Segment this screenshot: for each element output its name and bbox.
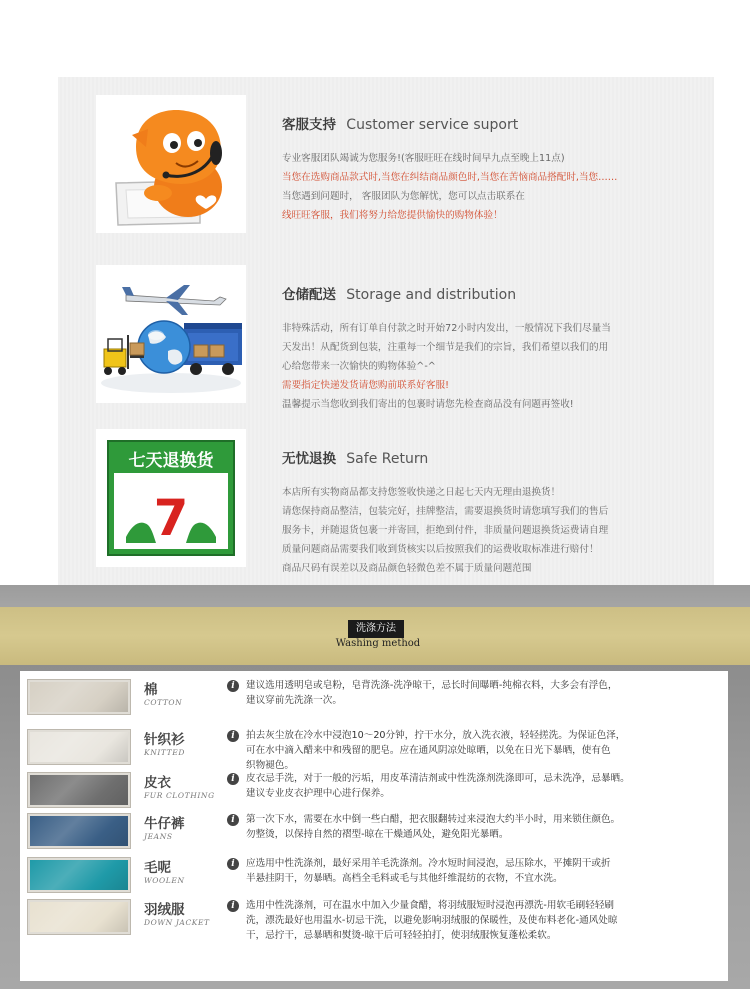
care-line: 建议专业皮衣护理中心进行保养。 <box>246 788 390 799</box>
service-title-cn: 客服支持 <box>282 117 336 133</box>
service-safe-return <box>96 429 706 579</box>
service-line: 本店所有实物商品都支持您签收快递之日起七天内无理由退换货！ <box>282 487 561 498</box>
washing-body <box>0 665 750 989</box>
service-line: 质量问题商品需要我们收到货核实以后按照我们的运费收取标准进行赔付！ <box>282 544 599 555</box>
material-name-cn: 针织衫 <box>144 732 185 748</box>
info-icon: i <box>227 680 239 692</box>
washing-list <box>20 671 728 981</box>
material-name-cn: 毛呢 <box>144 860 171 876</box>
service-line: 温馨提示当您收到我们寄出的包裹时请您先检查商品没有问题再签收! <box>282 399 574 410</box>
fabric-swatch <box>28 773 130 807</box>
service-line: 请您保持商品整洁，包装完好，挂牌整洁，需要退换货时请您填写我们的售后 <box>282 506 609 517</box>
material-name-cn: 皮衣 <box>144 775 171 791</box>
service-title <box>282 285 702 305</box>
material-care-text <box>246 728 716 773</box>
service-line: 需要指定快递发货请您购前联系好客服! <box>282 380 449 391</box>
service-title <box>282 115 702 135</box>
care-line: 第一次下水，需要在水中倒一些白醋，把衣服翻转过来浸泡大约半小时，用来锁住颜色。 <box>246 814 621 825</box>
service-title-en: Customer service suport <box>346 117 519 133</box>
service-panel <box>58 77 714 585</box>
service-title-cn: 仓储配送 <box>282 287 336 303</box>
service-line: 商品尺码有误差以及商品颜色轻微色差不属于质量问题范围 <box>282 563 532 574</box>
service-line: 线旺旺客服，我们将努力给您提供愉快的购物体验！ <box>282 210 503 221</box>
material-care-text <box>246 898 716 943</box>
care-line: 应选用中性洗涤剂，最好采用羊毛洗涤剂。冷水短时间浸泡，忌压除水，平摊阴干或折 <box>246 858 611 869</box>
service-line: 心给您带来一次愉快的购物体验^-^ <box>282 361 436 372</box>
care-line: 皮衣忌手洗，对于一般的污垢，用皮革清洁剂或中性洗涤剂洗涤即可，忌未洗净，忌暴晒。 <box>246 773 630 784</box>
care-line: 可在水中滴入醋来中和残留的肥皂。应在通风阴凉处晾晒，以免在日光下暴晒，使有色 <box>246 745 611 756</box>
customer-service-mascot-icon <box>96 95 246 233</box>
care-line: 干，忌拧干，忌暴晒和熨烫-晾干后可轻轻拍打，使羽绒服恢复蓬松柔软。 <box>246 930 557 941</box>
material-name-en: FUR CLOTHING <box>144 791 215 800</box>
material-name-en: JEANS <box>144 832 173 841</box>
fabric-swatch <box>28 858 130 892</box>
material-name-cn: 牛仔裤 <box>144 816 185 832</box>
badge-number: 7 <box>153 489 189 547</box>
service-text <box>282 449 702 578</box>
service-line: 天发出！从配货到包装，注重每一个细节是我们的宗旨，我们希望以我们的用 <box>282 342 609 353</box>
washing-header <box>0 607 750 665</box>
material-row <box>28 856 718 898</box>
service-title-en: Safe Return <box>346 451 429 467</box>
service-line: 专业客服团队竭诚为您服务!(客服旺旺在线时间早九点至晚上11点) <box>282 153 565 164</box>
fabric-swatch <box>28 730 130 764</box>
seven-day-return-badge-icon <box>96 429 246 567</box>
material-name-en: WOOLEN <box>144 876 185 885</box>
info-icon: i <box>227 814 239 826</box>
material-care-text <box>246 678 716 708</box>
material-name-cn: 羽绒服 <box>144 902 185 918</box>
care-line: 洗，漂洗最好也用温水-切忌干洗，以避免影响羽绒服的保暖性，及使布料老化-通风处晾 <box>246 915 618 926</box>
info-icon: i <box>227 730 239 742</box>
info-icon: i <box>227 858 239 870</box>
care-line: 半悬挂阴干，勿暴晒。高档全毛料或毛与其他纤维混纺的衣物，不宜水洗。 <box>246 873 563 884</box>
service-customer-support <box>96 95 706 245</box>
material-name-en: COTTON <box>144 698 183 707</box>
material-name-en: KNITTED <box>144 748 185 757</box>
service-line: 服务卡，并随退货包裹一并寄回，拒绝到付件，非质量问题退换货运费请自理 <box>282 525 609 536</box>
service-body <box>282 319 702 414</box>
fabric-swatch <box>28 900 130 934</box>
material-row <box>28 812 718 854</box>
service-line: 非特殊活动，所有订单自付款之时开始72小时内发出，一般情况下我们尽量当 <box>282 323 611 334</box>
care-line: 建议穿前先洗涤一次。 <box>246 695 342 706</box>
info-icon: i <box>227 900 239 912</box>
service-text <box>282 115 702 225</box>
badge-text: 七天退换货 <box>128 451 214 471</box>
washing-method-section <box>0 585 750 989</box>
service-storage-distribution <box>96 265 706 415</box>
washing-title-en: Washing method <box>335 638 421 649</box>
material-care-text <box>246 771 716 801</box>
care-line: 织物褪色。 <box>246 760 294 771</box>
material-care-text <box>246 812 716 842</box>
service-title-en: Storage and distribution <box>346 287 517 303</box>
service-body <box>282 483 702 578</box>
service-line: 当您遇到问题时， 客服团队为您解忧，您可以点击联系在 <box>282 191 525 202</box>
fabric-swatch <box>28 814 130 848</box>
material-row <box>28 771 718 813</box>
logistics-globe-icon <box>96 265 246 403</box>
material-name-cn: 棉 <box>144 682 158 698</box>
care-line: 建议选用透明皂或皂粉，皂背洗涤-洗净晾干，忌长时间曝晒-纯棉衣料，大多会有浮色， <box>246 680 618 691</box>
care-line: 勿整烫，以保持自然的褶型-晾在干燥通风处，避免阳光暴晒。 <box>246 829 509 840</box>
service-text <box>282 285 702 414</box>
fabric-swatch <box>28 680 130 714</box>
care-line: 拍去灰尘放在冷水中浸泡10～20分钟，拧干水分，放入洗衣液，轻轻搓洗。为保证色泽， <box>246 730 626 741</box>
material-care-text <box>246 856 716 886</box>
care-line: 选用中性洗涤剂，可在温水中加入少量食醋，将羽绒服短时浸泡再漂洗-用软毛刷轻轻刷 <box>246 900 615 911</box>
service-title <box>282 449 702 469</box>
service-title-cn: 无忧退换 <box>282 451 336 467</box>
material-row <box>28 728 718 770</box>
material-name-en: DOWN JACKET <box>144 918 210 927</box>
material-row <box>28 678 718 720</box>
material-row <box>28 898 718 940</box>
service-line: 当您在选购商品款式时,当您在纠结商品颜色时,当您在苦恼商品搭配时,当您…… <box>282 172 618 183</box>
service-body <box>282 149 702 225</box>
info-icon: i <box>227 773 239 785</box>
washing-badge: 洗涤方法 <box>348 620 404 638</box>
